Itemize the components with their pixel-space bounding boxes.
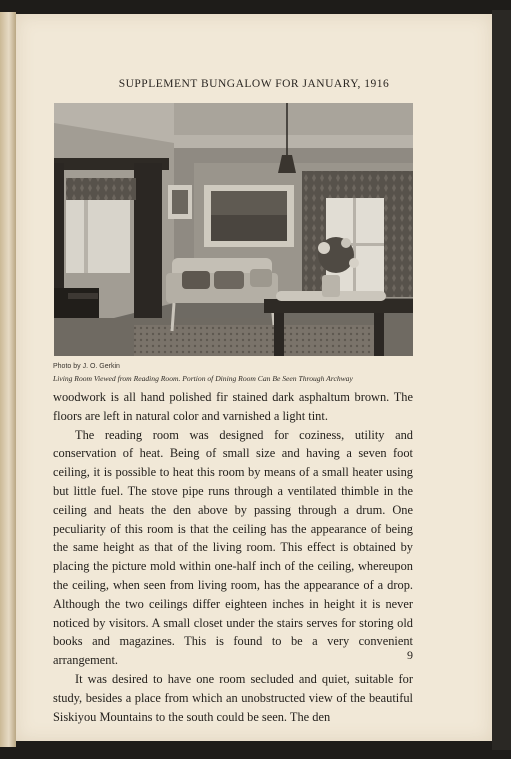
scan-background [492,10,511,750]
paragraph: woodwork is all hand polished fir stained dark asphaltum brown. The floors are left in natural color and varnished a light tint. [53,390,413,423]
paragraph: The reading room was designed for coziness, utility and conservation of heat. Being of small size and having a seven foot ceiling, it is possible to heat this room by means of a small heater using but little fuel. The stove pipe runs through a ventilated thimble in the ceiling and heats the den above by passing through a drum. One peculiarity of this room is that the ceiling has the appearance of being the same height as that of the living room. This effect is obtained by placing the picture mold within one-half inch of the ceiling, whereupon the ceiling, when seen from living room, has the appearance of a drop. Although the two ceilings differ eighteen inches in height it is never noticed by visitors. A small closet under the stairs serves for storing old books and magazines. This is found to be a very convenient arrangement. [53,427,413,668]
article-body [53,388,413,726]
photo-caption: Living Room Viewed from Reading Room. Portion of Dining Room Can Be Seen Through Archway [53,374,353,383]
book-page [16,14,492,741]
photo-credit: Photo by J. O. Gerkin [53,363,120,370]
living-room-photo [54,103,413,356]
running-header: SUPPLEMENT BUNGALOW FOR JANUARY, 1916 [118,78,390,90]
paragraph: It was desired to have one room secluded and quiet, suitable for study, besides a place from which an unobstructed view of the beautiful Siskiyou Mountains to the south could be seen. The den [53,671,413,724]
page-number: 9 [407,648,413,662]
book-page-edge [0,12,16,747]
